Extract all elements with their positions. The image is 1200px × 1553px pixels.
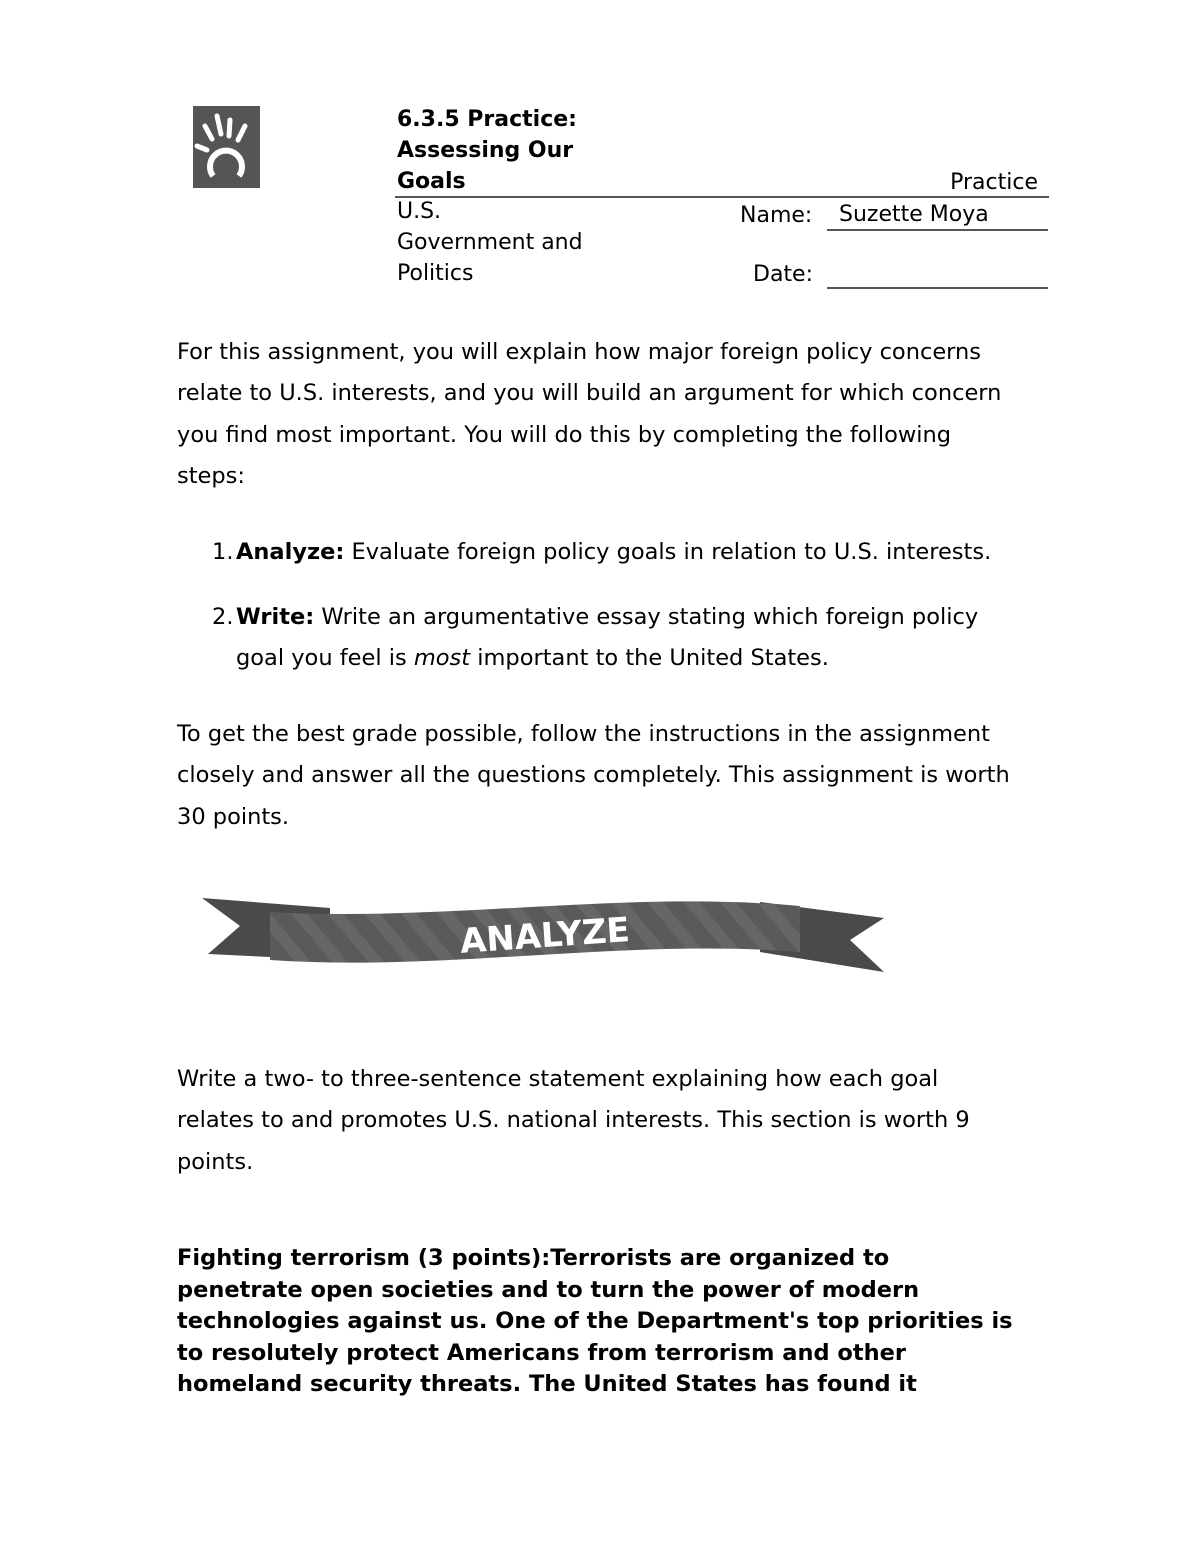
answer-line: technologies against us. One of the Department's top priorities is <box>177 1308 1013 1335</box>
step-write <box>212 597 1072 679</box>
intro-line: you find most important. You will do this by completing the following <box>177 421 952 448</box>
assignment-title-line-3: Goals <box>397 169 466 194</box>
step-emphasis: most <box>413 645 471 671</box>
banner-label: ANALYZE <box>458 910 632 962</box>
step-number: 1. <box>212 539 234 565</box>
step-number: 2. <box>212 604 234 630</box>
grading-line: closely and answer all the questions completely. This assignment is worth <box>177 762 1010 789</box>
grading-paragraph <box>177 714 1067 838</box>
header-divider <box>395 196 1049 198</box>
instruction-line: relates to and promotes U.S. national interests. This section is worth 9 <box>177 1107 970 1134</box>
answer-line: Fighting terrorism (3 points):Terrorists are organized to <box>177 1245 890 1271</box>
name-label: Name: <box>740 203 813 228</box>
step-text: Write an argumentative essay stating which foreign policy <box>314 604 979 630</box>
analyze-instructions <box>177 1059 1067 1183</box>
step-text: important to the United States. <box>470 645 829 671</box>
sun-logo-icon <box>193 106 260 188</box>
step-analyze <box>212 532 1072 573</box>
course-name-line-2: Government and <box>397 230 583 255</box>
answer-line: to resolutely protect Americans from terrorism and other <box>177 1339 906 1366</box>
course-name-line-1: U.S. <box>397 199 442 224</box>
intro-line: steps: <box>177 462 245 489</box>
course-name-line-3: Politics <box>397 261 474 286</box>
step-text: Evaluate foreign policy goals in relation to U.S. interests. <box>344 539 992 565</box>
analyze-banner <box>200 892 886 978</box>
step-text-continuation <box>212 638 1072 679</box>
step-label: Analyze: <box>236 539 345 565</box>
assignment-title-line-2: Assessing Our <box>397 138 574 163</box>
assignment-type-label: Practice <box>950 170 1038 195</box>
instruction-line: points. <box>177 1148 254 1175</box>
intro-line: relate to U.S. interests, and you will build an argument for which concern <box>177 380 1002 407</box>
answer-line: penetrate open societies and to turn the power of modern <box>177 1276 920 1303</box>
name-field[interactable]: Suzette Moya <box>827 200 1048 231</box>
answer-line: homeland security threats. The United States has found it <box>177 1371 917 1398</box>
grading-line: To get the best grade possible, follow the instructions in the assignment <box>177 721 990 747</box>
date-label: Date: <box>753 262 813 287</box>
intro-line: For this assignment, you will explain how major foreign policy concerns <box>177 339 982 365</box>
intro-paragraph <box>177 332 1067 497</box>
step-text: goal you feel is <box>236 645 414 671</box>
fighting-terrorism-answer <box>177 1243 1067 1401</box>
date-field[interactable] <box>827 287 1048 289</box>
step-label: Write: <box>236 604 315 630</box>
grading-line: 30 points. <box>177 803 290 830</box>
instruction-line: Write a two- to three-sentence statement explaining how each goal <box>177 1066 939 1092</box>
assignment-title-line-1: 6.3.5 Practice: <box>397 107 577 132</box>
